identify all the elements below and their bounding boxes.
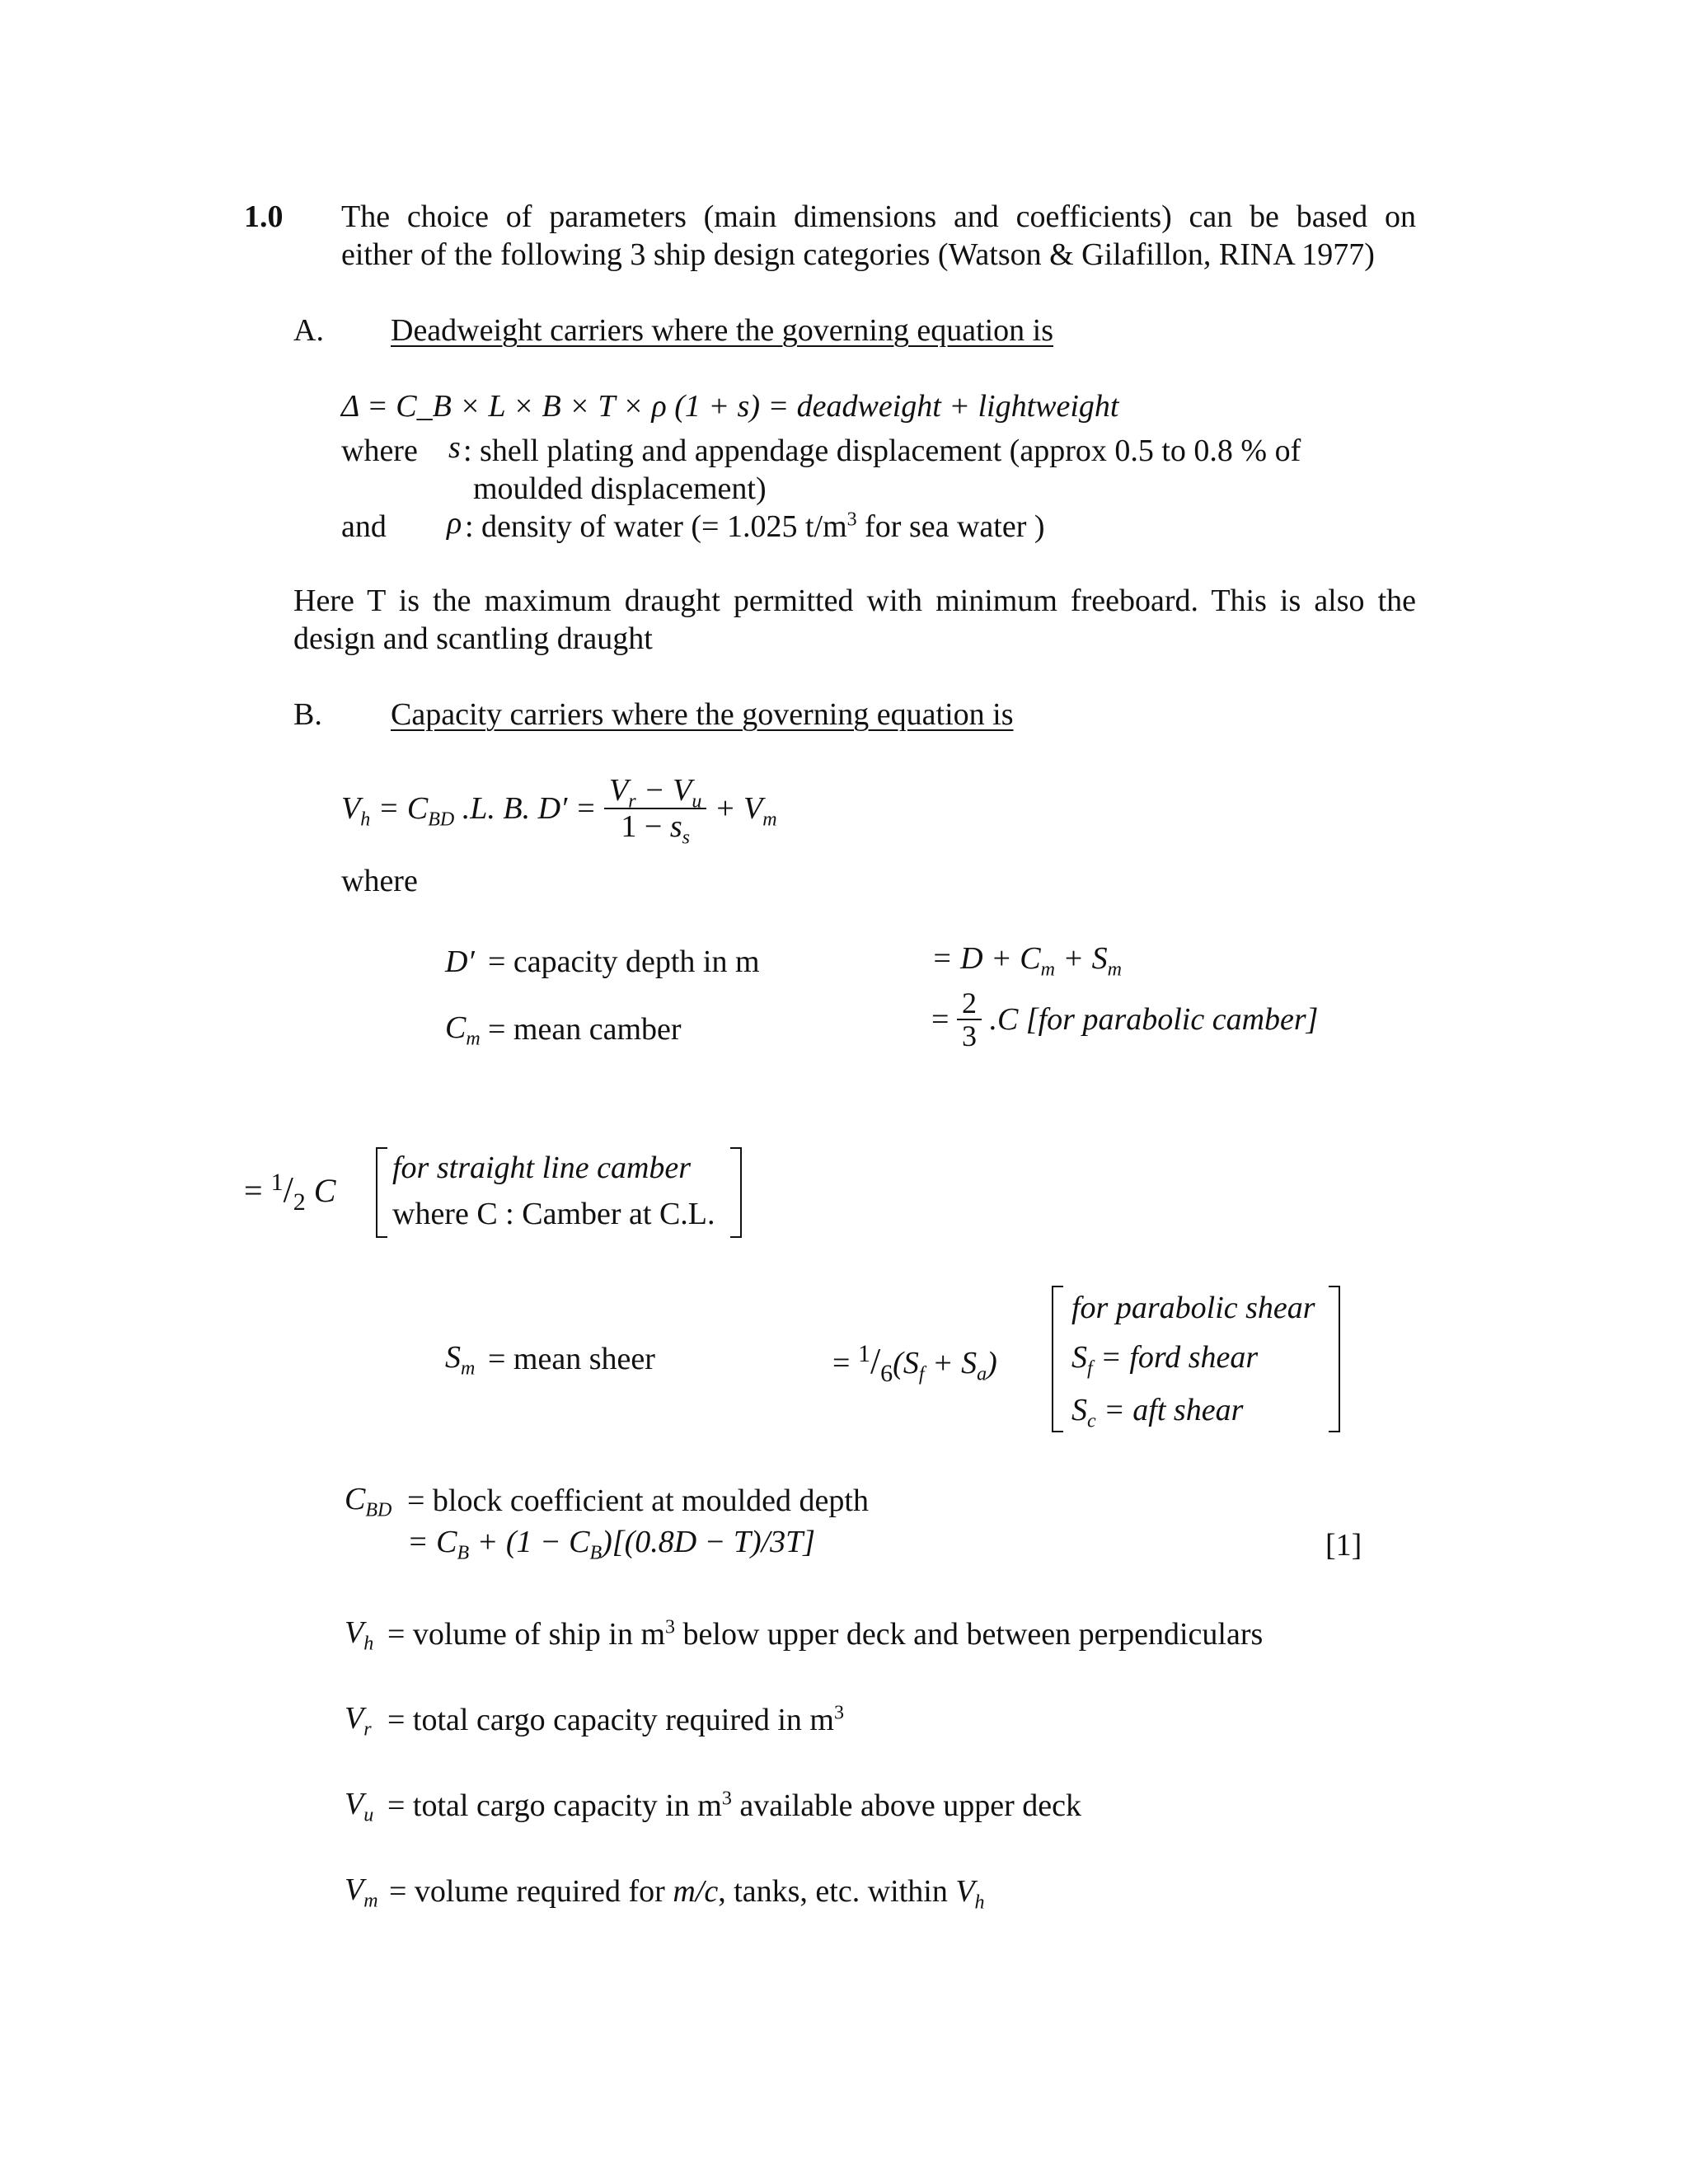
vm-symbol: $V_m$	[345, 1872, 378, 1912]
s-definition-line-2: moulded displacement)	[473, 471, 767, 506]
intro-line-2: either of the following 3 ship design categories (Watson & Gilafillon, RINA 1977)	[341, 237, 1375, 272]
sm-bracket-left	[1052, 1286, 1063, 1432]
vu-symbol: $V_u$	[345, 1787, 374, 1826]
part-a-heading: Deadweight carriers where the governing equation is	[391, 313, 1054, 348]
vu-definition: = total cargo capacity in $m^3$ available above upper deck	[387, 1788, 1081, 1823]
part-a-letter: A.	[293, 313, 324, 348]
cbd-label: = block coefficient at moulded depth	[407, 1483, 869, 1518]
cbd-formula: = $C_B + (1 - C_B)[(0.8D - T)/3T]$	[407, 1525, 816, 1564]
section-number: 1.0	[244, 199, 284, 234]
straight-camber-line-1: for straight line camber	[392, 1151, 692, 1185]
capacity-equation: $V_h = C_{BD}$ .L. B. D′ = $\frac{V_r - V_u}{1 - s_s}$ + $V_m$	[341, 773, 777, 849]
equation-reference: [1]	[1325, 1528, 1362, 1563]
rho-symbol: ρ	[447, 506, 462, 541]
vr-definition: = total cargo capacity required in $m^3$	[387, 1702, 844, 1737]
d-prime-value: = $D + C_m + S_m$	[931, 941, 1122, 981]
part-b-letter: B.	[293, 697, 322, 732]
where-label-a: where	[341, 434, 418, 468]
cm-value: = $\frac{2}{3}$ .C [for parabolic camber]	[931, 987, 1319, 1052]
rho-definition: : density of water (= 1.025 $t/m^3$ for sea water )	[465, 509, 1045, 544]
sm-bracket-line-3: $S_c$ = aft shear	[1071, 1393, 1244, 1432]
d-prime-label: = capacity depth in m	[488, 944, 760, 979]
sm-label: = mean sheer	[488, 1342, 655, 1376]
and-label: and	[341, 509, 387, 544]
sm-value: = $^1/_6(S_f + S_a)$	[832, 1340, 997, 1387]
vm-definition: = volume required for m/c, tanks, etc. within $V_h$	[389, 1874, 985, 1914]
cbd-symbol: $C_{BD}$	[345, 1482, 392, 1521]
cm-symbol: $C_m$	[445, 1010, 481, 1050]
part-b-heading: Capacity carriers where the governing equation is	[391, 697, 1014, 732]
vr-symbol: $V_r$	[345, 1701, 372, 1741]
half-c-expression: = $^1/_2$ C	[244, 1169, 336, 1216]
cm-label: = mean camber	[488, 1012, 682, 1047]
sm-bracket-line-1: for parabolic shear	[1071, 1291, 1315, 1325]
sm-bracket-right	[1329, 1286, 1340, 1432]
vh-definition: = volume of ship in $m^3$ below upper deck and between perpendiculars	[387, 1616, 1264, 1652]
sm-symbol: $S_m$	[445, 1340, 476, 1380]
vh-symbol: $V_h$	[345, 1615, 374, 1655]
straight-camber-line-2: where C : Camber at C.L.	[392, 1197, 715, 1231]
half-c-bracket-right	[730, 1147, 742, 1238]
draught-note-line-2: design and scantling draught	[293, 621, 653, 656]
s-symbol: s	[448, 430, 461, 465]
sm-bracket-line-2: $S_f$ = ford shear	[1071, 1340, 1259, 1380]
where-label-b: where	[341, 864, 418, 898]
draught-note-line-1: Here T is the maximum draught permitted with minimum freeboard. This is also the	[293, 583, 1416, 618]
intro-line-1: The choice of parameters (main dimensions and coefficients) can be based on	[341, 199, 1416, 234]
half-c-bracket-left	[376, 1147, 387, 1238]
d-prime-symbol: D′	[445, 944, 475, 979]
displacement-equation: Δ = C_B × L × B × T × ρ (1 + s) = deadweight + lightweight	[341, 389, 1119, 424]
s-definition-line-1: : shell plating and appendage displacement (approx 0.5 to 0.8 % of	[463, 434, 1301, 468]
